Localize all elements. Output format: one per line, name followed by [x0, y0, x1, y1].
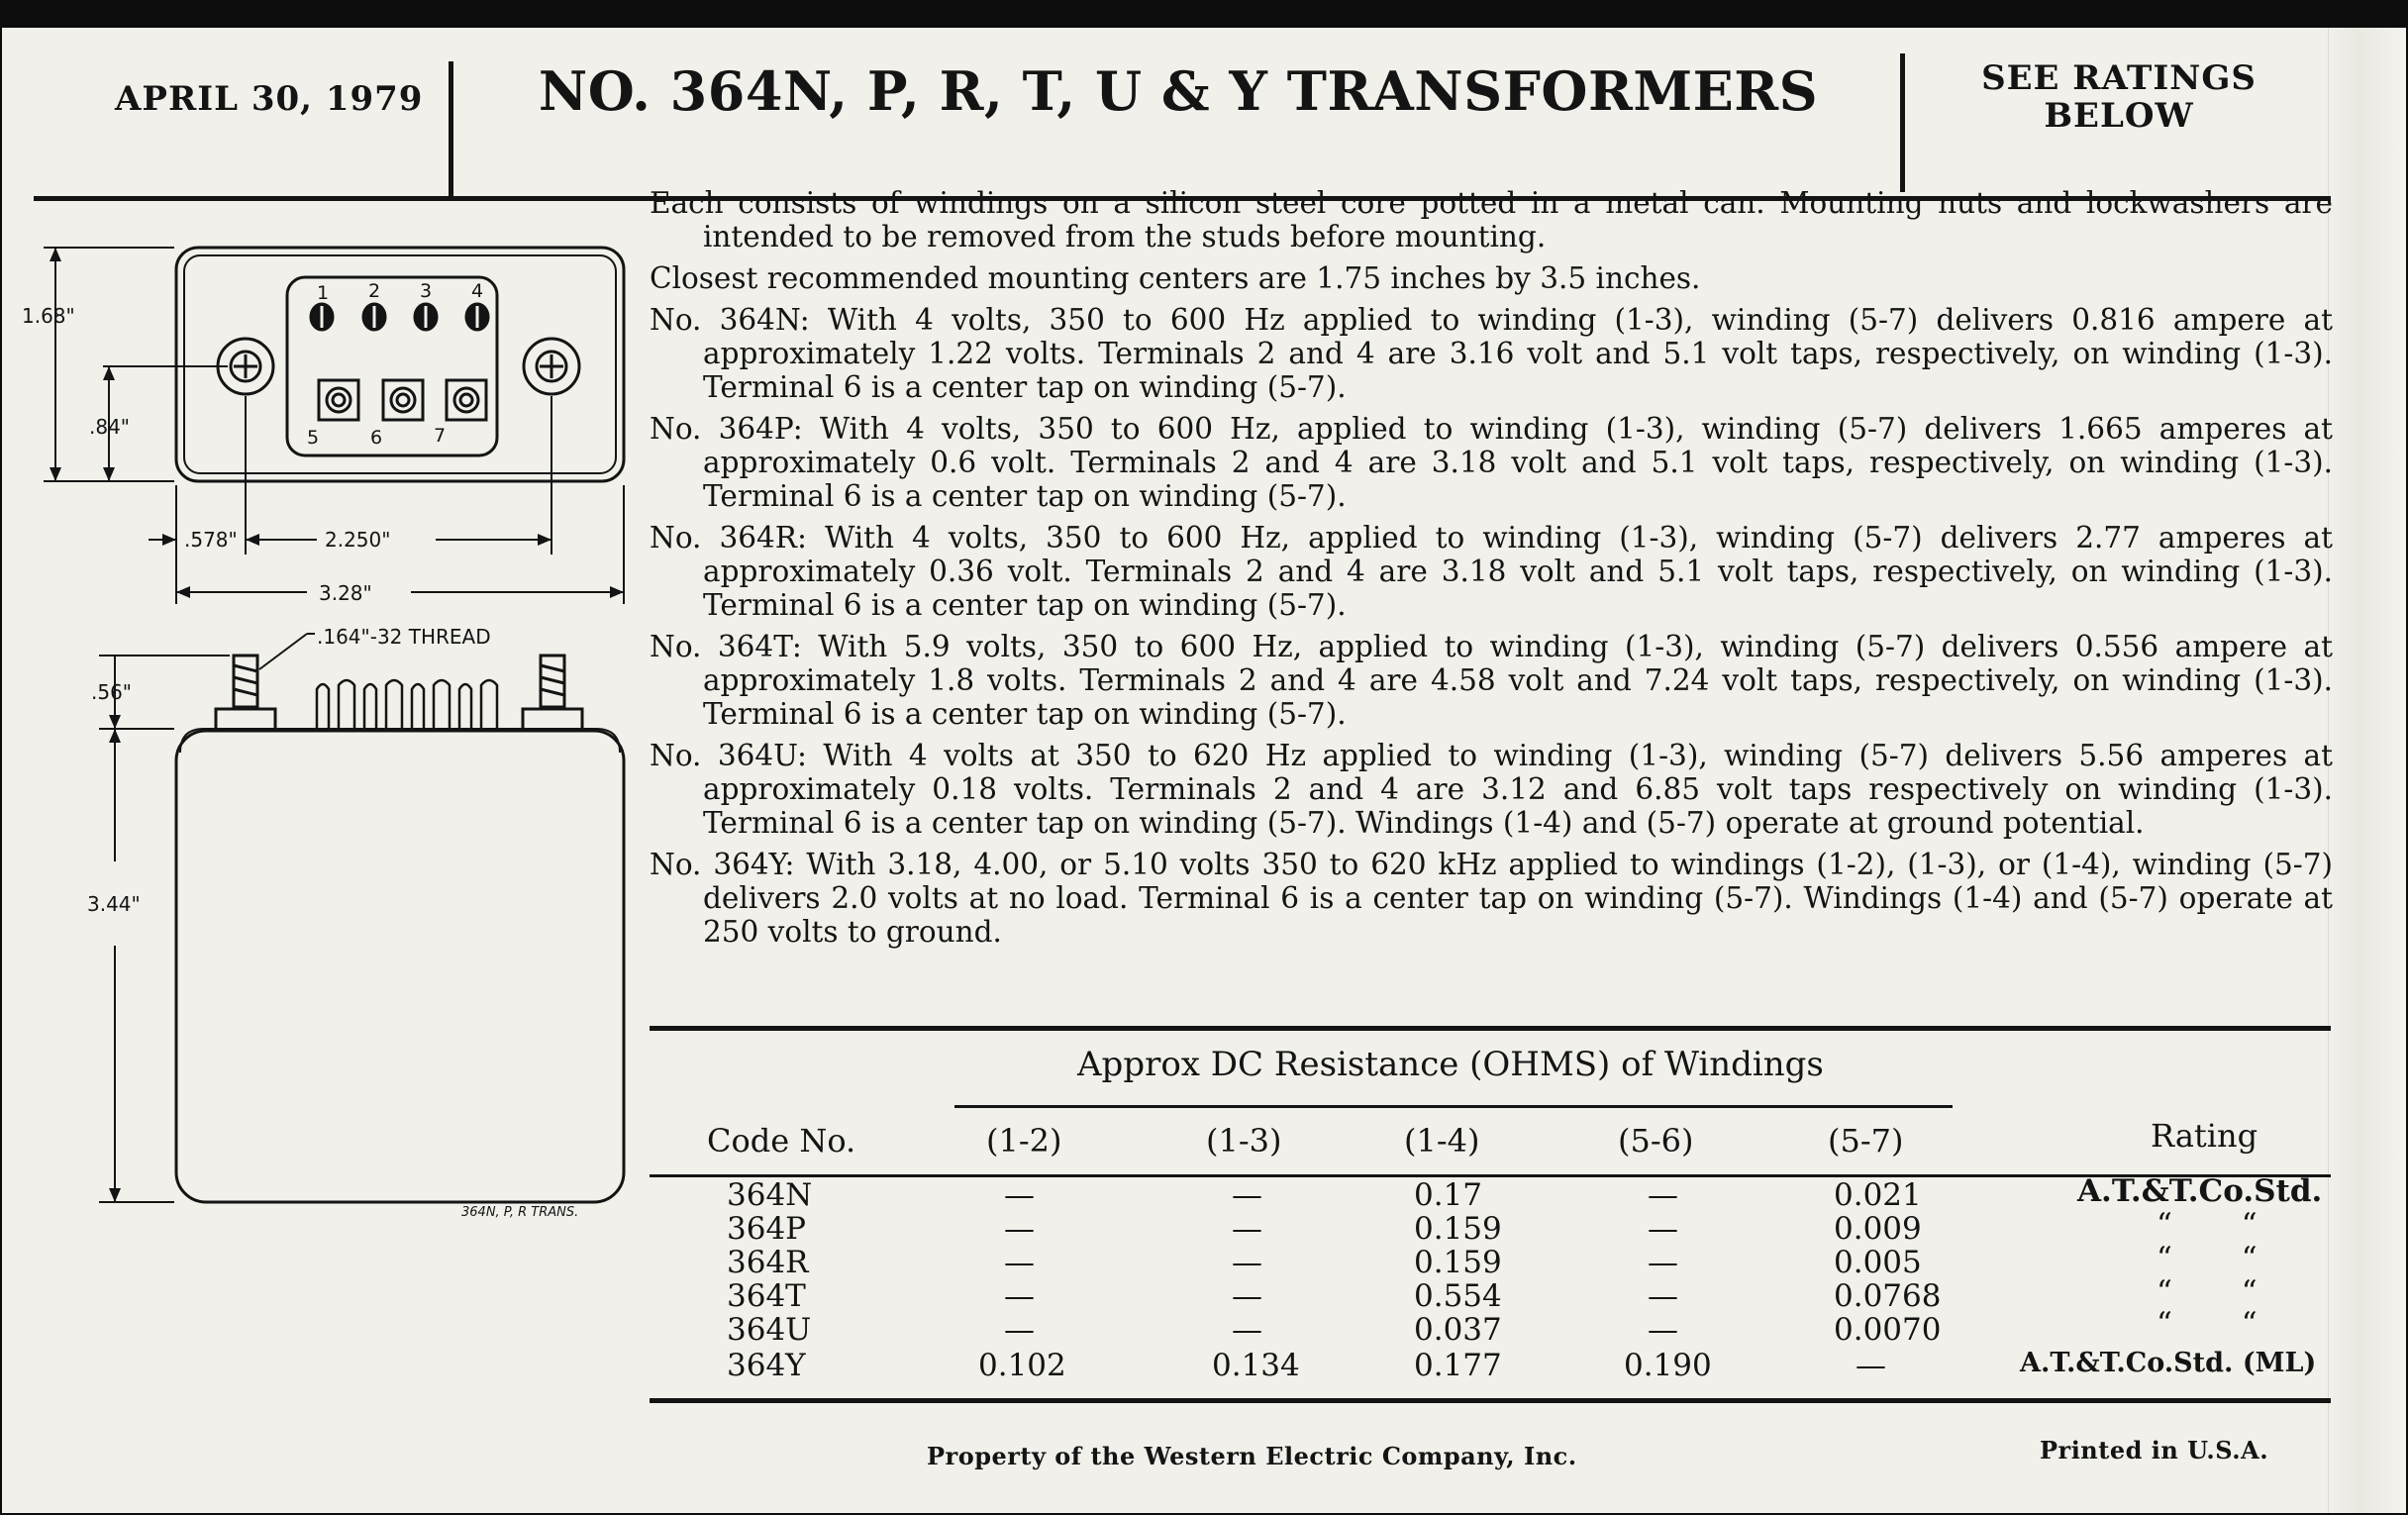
- model-364t-note: No. 364T: With 5.9 volts, 350 to 600 Hz, applied to winding (1-3), winding (5-7) delivers 0.556 ampere at approximately 1.8 volts. Terminals 2 and 4 are 4.58 volt and 7.24 volt taps, respectively, on winding (1-3). Terminal 6 is a center tap on winding (5-7).: [650, 630, 2333, 731]
- cell-5-7: 0.0768: [1834, 1278, 1942, 1314]
- sheet-edge: [2328, 28, 2406, 1513]
- cell-code: 364R: [727, 1245, 809, 1280]
- header-divider-right: [1900, 53, 1905, 192]
- table-bottom-rule: [650, 1398, 2331, 1403]
- model-364n-note: No. 364N: With 4 volts, 350 to 600 Hz applied to winding (1-3), winding (5-7) delivers 0.816 ampere at approximately 1.22 volts. Terminals 2 and 4 are 3.16 volt and 5.1 volt taps, respectively, on winding (1-3). Terminal 6 is a center tap on winding (5-7).: [650, 303, 2333, 404]
- drawing-label: 364N, P, R TRANS.: [461, 1205, 579, 1220]
- footer-printed: Printed in U.S.A.: [2040, 1436, 2269, 1464]
- cell-1-2: —: [1004, 1278, 1035, 1314]
- cell-1-3: —: [1232, 1177, 1262, 1213]
- cell-1-2: —: [1004, 1245, 1035, 1280]
- cell-rating: “ “: [2157, 1207, 2258, 1243]
- cell-rating: A.T.&T.Co.Std. (ML): [2020, 1348, 2317, 1378]
- cell-1-4: 0.177: [1414, 1348, 1502, 1383]
- terminal-label-5: 5: [307, 427, 320, 449]
- model-364y-note: No. 364Y: With 3.18, 4.00, or 5.10 volts 350 to 620 kHz applied to windings (1-2), (1-3), or (1-4), winding (5-7) delivers 2.0 volts at no load. Terminal 6 is a center tap on winding (5-7). Windings (1-4) and (5-7) operate at 250 volts to ground.: [650, 848, 2333, 949]
- general-note-1: Each consists of windings on a silicon steel core potted in a metal can. Mounting nuts and lockwashers are intended to be removed from the studs before mounting.: [650, 186, 2333, 253]
- side-terminal-lugs: [309, 680, 507, 731]
- col-header-5-7: (5-7): [1828, 1122, 1904, 1160]
- dim-height-top: 1.68": [22, 304, 75, 328]
- col-header-rating: Rating: [2151, 1117, 2258, 1155]
- cell-5-6: —: [1648, 1312, 1678, 1348]
- cell-1-2: —: [1004, 1211, 1035, 1247]
- cell-code: 364N: [727, 1177, 813, 1213]
- dim-edge-to-stud: .578": [184, 528, 238, 552]
- terminal-7: [447, 380, 486, 420]
- ratings-note: [1911, 59, 2327, 135]
- side-view-can: [176, 731, 624, 1202]
- cell-1-4: 0.037: [1414, 1312, 1502, 1348]
- cell-5-7: —: [1856, 1348, 1886, 1383]
- terminal-6: [383, 380, 423, 420]
- col-header-code: Code No.: [707, 1122, 856, 1160]
- col-header-1-3: (1-3): [1206, 1122, 1282, 1160]
- transformer-drawing: [0, 0, 644, 1277]
- dim-thread: .164"-32 THREAD: [317, 625, 491, 649]
- dim-stud-spacing: 2.250": [325, 528, 391, 552]
- footer-property: Property of the Western Electric Company, Inc.: [927, 1442, 1577, 1470]
- cell-code: 364Y: [727, 1348, 806, 1383]
- terminal-label-1: 1: [317, 282, 330, 304]
- table-top-rule: [650, 1026, 2331, 1031]
- cell-1-2: —: [1004, 1177, 1035, 1213]
- terminal-label-2: 2: [368, 280, 381, 302]
- ratings-note-line2: BELOW: [2044, 96, 2194, 136]
- cell-rating: “ “: [2157, 1241, 2258, 1276]
- cell-1-4: 0.159: [1414, 1211, 1502, 1247]
- col-header-1-2: (1-2): [986, 1122, 1062, 1160]
- can-lip: [180, 729, 620, 753]
- dim-stud-height: .56": [91, 680, 133, 704]
- cell-1-2: 0.102: [978, 1348, 1066, 1383]
- side-stud-left: [216, 656, 275, 731]
- cell-5-6: —: [1648, 1278, 1678, 1314]
- cell-1-3: —: [1232, 1278, 1262, 1314]
- cell-rating: “ “: [2157, 1274, 2258, 1310]
- sheet-date: APRIL 30, 1979: [115, 79, 424, 119]
- cell-code: 364U: [727, 1312, 812, 1348]
- cell-1-3: —: [1232, 1211, 1262, 1247]
- cell-rating: “ “: [2157, 1306, 2258, 1342]
- cell-1-4: 0.159: [1414, 1245, 1502, 1280]
- terminal-label-7: 7: [434, 425, 447, 447]
- cell-5-6: —: [1648, 1177, 1678, 1213]
- cell-1-3: —: [1232, 1312, 1262, 1348]
- terminal-5: [319, 380, 358, 420]
- cell-rating: A.T.&T.Co.Std.: [2077, 1173, 2323, 1209]
- description: [650, 186, 2333, 957]
- sheet-title: NO. 364N, P, R, T, U & Y TRANSFORMERS: [538, 59, 1819, 123]
- side-stud-right: [523, 656, 582, 731]
- cell-code: 364T: [727, 1278, 806, 1314]
- cell-5-6: 0.190: [1624, 1348, 1712, 1383]
- terminal-label-3: 3: [420, 280, 433, 302]
- dim-stud-offset: .84": [89, 415, 131, 439]
- ratings-note-line1: SEE RATINGS: [1981, 58, 2257, 98]
- terminal-label-6: 6: [370, 427, 383, 449]
- table-heading: Approx DC Resistance (OHMS) of Windings: [1077, 1045, 1824, 1084]
- cell-5-6: —: [1648, 1245, 1678, 1280]
- cell-5-7: 0.021: [1834, 1177, 1922, 1213]
- cell-1-3: —: [1232, 1245, 1262, 1280]
- cell-1-4: 0.17: [1414, 1177, 1483, 1213]
- model-364r-note: No. 364R: With 4 volts, 350 to 600 Hz, applied to winding (1-3), winding (5-7) delivers 2.77 amperes at approximately 0.36 volt. Terminals 2 and 4 are 3.18 volt and 5.1 volt taps, respectively, on winding (1-3). Terminal 6 is a center tap on winding (5-7).: [650, 521, 2333, 622]
- col-header-1-4: (1-4): [1404, 1122, 1480, 1160]
- cell-code: 364P: [727, 1211, 807, 1247]
- general-note-2: Closest recommended mounting centers are 1.75 inches by 3.5 inches.: [650, 261, 1701, 295]
- cell-5-7: 0.005: [1834, 1245, 1922, 1280]
- cell-5-6: —: [1648, 1211, 1678, 1247]
- top-view-body: [176, 248, 624, 481]
- dim-overall-width: 3.28": [319, 581, 372, 605]
- cell-5-7: 0.009: [1834, 1211, 1922, 1247]
- terminal-label-4: 4: [471, 280, 484, 302]
- mounting-stud-right: [524, 339, 579, 394]
- model-364p-note: No. 364P: With 4 volts, 350 to 600 Hz, applied to winding (1-3), winding (5-7) delivers 1.665 amperes at approximately 0.6 volt. Terminals 2 and 4 are 3.18 volt and 5.1 volt taps, respectively, on winding (1-3). Terminal 6 is a center tap on winding (5-7).: [650, 412, 2333, 513]
- table-heading-rule: [954, 1105, 1953, 1108]
- model-364u-note: No. 364U: With 4 volts at 350 to 620 Hz applied to winding (1-3), winding (5-7) delivers 5.56 amperes at approximately 0.18 volts. Terminals 2 and 4 are 3.12 and 6.85 volt taps respectively on winding (1-3). Terminal 6 is a center tap on winding (5-7). Windings (1-4) and (5-7) operate at ground potential.: [650, 739, 2333, 840]
- cell-5-7: 0.0070: [1834, 1312, 1942, 1348]
- cell-1-2: —: [1004, 1312, 1035, 1348]
- cell-1-4: 0.554: [1414, 1278, 1502, 1314]
- dim-can-height: 3.44": [87, 892, 141, 916]
- cell-1-3: 0.134: [1212, 1348, 1300, 1383]
- col-header-5-6: (5-6): [1618, 1122, 1694, 1160]
